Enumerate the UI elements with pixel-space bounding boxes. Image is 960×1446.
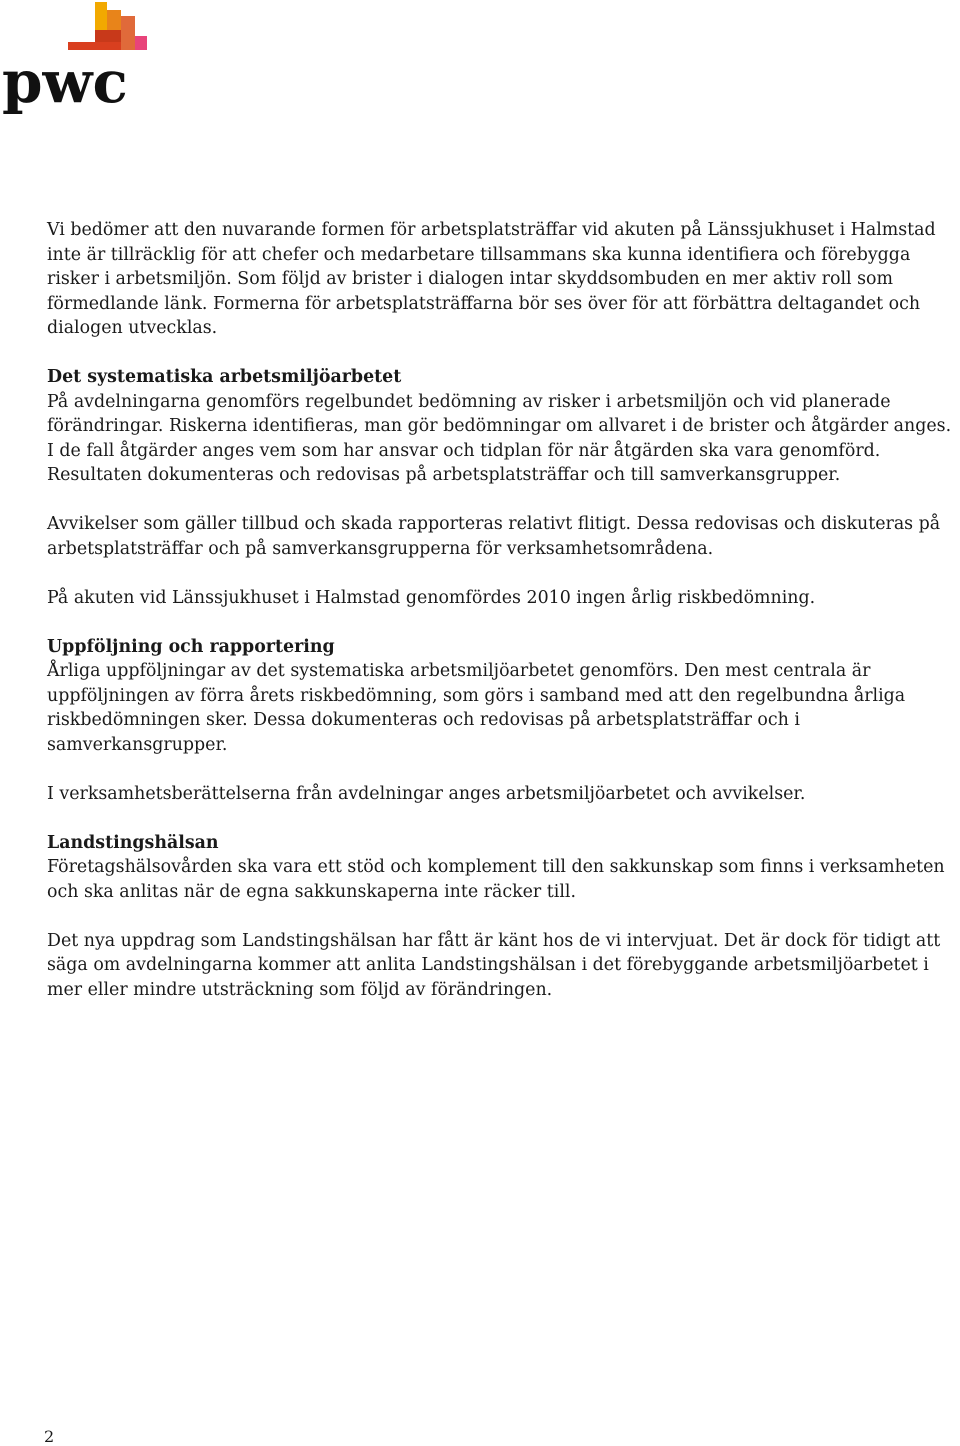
section-heading: Landstingshälsan: [47, 832, 219, 853]
body-paragraph: Avvikelser som gäller tillbud och skada rapporteras relativt flitigt. Dessa redovisas och diskuteras på arbetsplatsträffar och på samverkansgrupperna för verksamhetsområdena.: [47, 514, 941, 559]
body-paragraph: I verksamhetsberättelserna från avdelningar anges arbetsmiljöarbetet och avvikelser.: [47, 783, 806, 804]
document-body: [47, 218, 952, 1027]
body-paragraph: På akuten vid Länssjukhuset i Halmstad genomfördes 2010 ingen årlig riskbedömning.: [47, 587, 816, 608]
body-paragraph: Företagshälsovården ska vara ett stöd och komplement till den sakkunskap som finns i verksamheten och ska anlitas när de egna sakkunskaperna inte räcker till.: [47, 857, 945, 902]
page-number: 2: [44, 1427, 55, 1446]
body-paragraph: Vi bedömer att den nuvarande formen för arbetsplatsträffar vid akuten på Länssjukhuset i Halmstad inte är tillräcklig för att chefer och medarbetare tillsammans ska kunna identifiera och förebygga risker i arbetsmiljön. Som följd av brister i dialogen intar skyddsombuden en mer aktiv roll som förmedlande länk. Formerna för arbetsplatsträffarna bör ses över för att förbättra deltagandet och dialogen utvecklas.: [47, 220, 936, 338]
body-paragraph: På avdelningarna genomförs regelbundet bedömning av risker i arbetsmiljön och vid planerade förändringar. Riskerna identifieras, man gör bedömningar om allvaret i de brister och åtgärder anges. I de fall åtgärder anges vem som har ansvar och tidplan för när åtgärden ska vara genomförd. Resultaten dokumenteras och redovisas på arbetsplatsträffar och till samverkansgrupper.: [47, 391, 952, 485]
section-heading: Det systematiska arbetsmiljöarbetet: [47, 367, 402, 387]
pwc-logo: [0, 0, 150, 120]
section-heading: Uppföljning och rapportering: [47, 636, 335, 657]
body-paragraph: Det nya uppdrag som Landstingshälsan har fått är känt hos de vi intervjuat. Det är dock för tidigt att säga om avdelningarna kommer att anlita Landstingshälsan i det förebyggande arbetsmiljöarbetet i mer eller mindre utsträckning som följd av förändringen.: [47, 930, 941, 1000]
svg-text:pwc: pwc: [2, 48, 128, 116]
body-paragraph: Årliga uppföljningar av det systematiska arbetsmiljöarbetet genomförs. Den mest centrala är uppföljningen av förra årets riskbedömning, som görs i samband med att den regelbundna årliga riskbedömningen sker. Dessa dokumenteras och redovisas på arbetsplatsträffar och i samverkansgrupper.: [47, 661, 906, 755]
